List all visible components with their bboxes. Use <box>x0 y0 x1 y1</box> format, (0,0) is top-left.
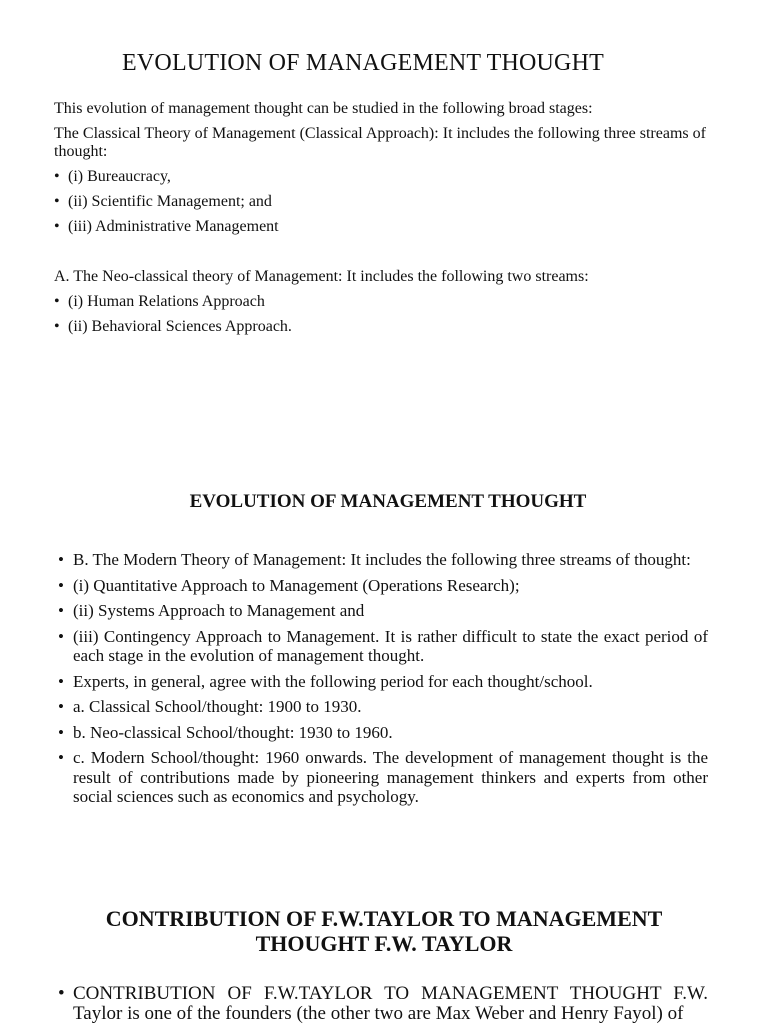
list-item-text: (i) Quantitative Approach to Management (Operations Research); <box>73 575 520 595</box>
list-item <box>54 193 706 211</box>
list-item-text: (ii) Behavioral Sciences Approach. <box>68 318 292 335</box>
section-title: EVOLUTION OF MANAGEMENT THOUGHT <box>189 491 587 512</box>
classical-paragraph: The Classical Theory of Management (Classical Approach): It includes the following three streams of thought: <box>54 125 706 160</box>
title-line-1: CONTRIBUTION OF F.W.TAYLOR TO MANAGEMENT <box>105 906 663 931</box>
list-item-text: (iii) Administrative Management <box>68 218 279 235</box>
intro-paragraph: This evolution of management thought can be studied in the following broad stages: <box>54 100 593 117</box>
list-item <box>54 168 706 186</box>
list-item <box>58 550 708 570</box>
list-item <box>54 218 706 236</box>
bullet-icon: • <box>58 626 64 646</box>
list-item <box>58 723 708 743</box>
list-item-text: Experts, in general, agree with the following period for each thought/school. <box>73 671 593 691</box>
slide-body <box>54 100 706 343</box>
list-item <box>58 984 708 1024</box>
bullet-icon: • <box>54 218 60 235</box>
list-item <box>58 697 708 717</box>
list-item-text: B. The Modern Theory of Management: It includes the following three streams of thought: <box>73 550 691 569</box>
list-item <box>58 748 708 807</box>
list-item <box>58 672 708 692</box>
modern-theory-list <box>58 550 708 813</box>
bullet-icon: • <box>54 318 60 335</box>
bullet-icon: • <box>58 748 64 767</box>
title-line-2: THOUGHT F.W. TAYLOR <box>255 931 513 956</box>
bullet-icon: • <box>58 550 64 569</box>
page-title: EVOLUTION OF MANAGEMENT THOUGHT <box>122 50 604 76</box>
list-item <box>58 627 708 666</box>
bullet-icon: • <box>58 983 65 1004</box>
bullet-icon: • <box>54 168 60 185</box>
list-item-text: CONTRIBUTION OF F.W.TAYLOR TO MANAGEMENT THOUGHT F.W. Taylor is one of the founders (the other two are Max Weber and Henry Fayol) of <box>73 983 708 1024</box>
neo-classical-list <box>54 293 706 336</box>
list-item <box>58 576 708 596</box>
list-item-text: a. Classical School/thought: 1900 to 1930. <box>73 697 362 716</box>
list-item-text: (ii) Scientific Management; and <box>68 193 272 210</box>
list-item-text: (i) Bureaucracy, <box>68 168 171 185</box>
classical-list <box>54 168 706 236</box>
list-item-text: (i) Human Relations Approach <box>68 293 265 310</box>
bullet-icon: • <box>58 601 64 620</box>
slide-evolution-2 <box>0 480 768 860</box>
bullet-icon: • <box>54 293 60 310</box>
list-item-text: b. Neo-classical School/thought: 1930 to 1960. <box>73 722 393 742</box>
bullet-icon: • <box>58 671 64 691</box>
slide-evolution-1 <box>0 0 768 400</box>
list-item-text: (ii) Systems Approach to Management and <box>73 601 365 620</box>
taylor-list <box>58 984 708 1024</box>
section-title <box>0 906 768 956</box>
list-item-text: (iii) Contingency Approach to Management. It is rather difficult to state the exact period of each stage in the evolution of management thought. <box>73 626 708 665</box>
bullet-icon: • <box>54 193 60 210</box>
list-item <box>58 601 708 621</box>
neo-classical-paragraph: A. The Neo-classical theory of Management: It includes the following two streams: <box>54 268 589 285</box>
list-item <box>54 293 706 311</box>
bullet-icon: • <box>58 722 64 742</box>
list-item <box>54 318 706 336</box>
bullet-icon: • <box>58 575 64 595</box>
list-item-text: c. Modern School/thought: 1960 onwards. The development of management thought is the result of contributions made by pioneering management thinkers and experts from other social sciences such as economics and psychology. <box>73 748 708 806</box>
slide-taylor-contribution <box>0 890 768 1024</box>
spacer <box>54 243 706 268</box>
bullet-icon: • <box>58 697 64 716</box>
